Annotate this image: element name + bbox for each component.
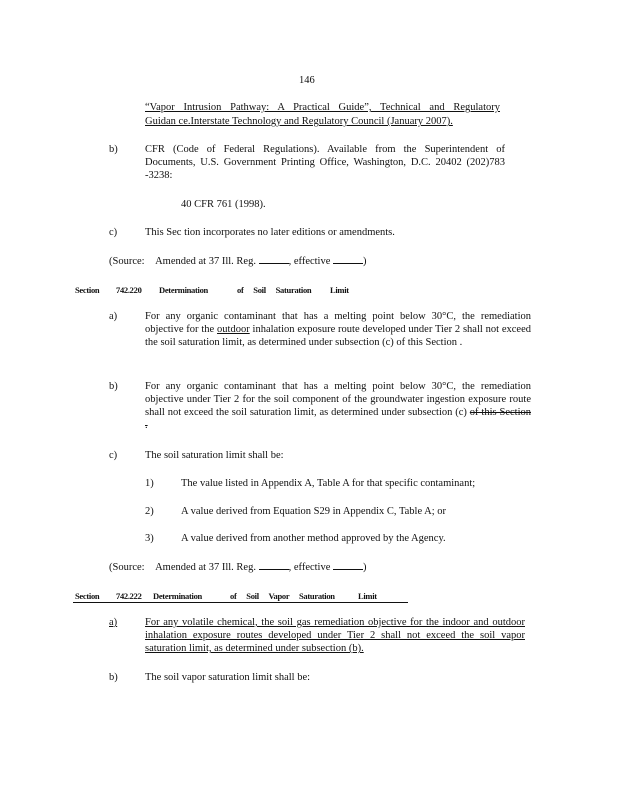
section-number: 742.222 — [116, 591, 142, 601]
section-title-part-2: of Soil Vapor Saturation — [230, 591, 335, 601]
item-b-text: CFR (Code of Federal Regulations). Available from the Superintendent of Documents, U.S. Government Printing Office, Washington, D.C. 20402 (202)783 -3238: — [145, 144, 505, 181]
source-text: Amended at 37 Ill. Reg. — [155, 562, 256, 573]
section-title-part-3: Limit — [330, 285, 349, 295]
s220-c-label: c) — [109, 450, 118, 461]
blank-line — [259, 560, 289, 570]
source-note-2 — [109, 560, 367, 574]
source-prefix: (Source: — [109, 562, 145, 573]
item-b-citation: 40 CFR 761 (1998). — [181, 199, 266, 210]
list-item-num: 2) — [145, 506, 154, 517]
s222-b-label: b) — [109, 672, 118, 683]
source-end: ) — [363, 256, 367, 267]
s220-b-deleted: of this Section . — [145, 407, 531, 431]
source-note-1 — [109, 254, 367, 268]
s220-b-label: b) — [109, 381, 118, 392]
list-item-text: A value derived from another method approved by the Agency. — [181, 533, 446, 544]
s222-a-label: a) — [109, 617, 118, 628]
section-title-part-3: Limit — [358, 591, 377, 601]
ref-line-2: Guidan ce.Interstate Technology and Regulatory Council (January 2007). — [145, 116, 453, 127]
list-item-text: A value derived from Equation S29 in Appendix C, Table A; or — [181, 506, 447, 517]
s222-b-text: The soil vapor saturation limit shall be: — [145, 672, 311, 683]
s220-a-text — [145, 310, 531, 349]
source-text: Amended at 37 Ill. Reg. — [155, 256, 256, 267]
item-c-text: This Sec tion incorporates no later editions or amendments. — [145, 227, 395, 238]
list-item-num: 1) — [145, 478, 154, 489]
source-end: ) — [363, 562, 367, 573]
blank-line — [259, 254, 289, 264]
page-number: 146 — [299, 75, 315, 86]
item-b-label: b) — [109, 144, 118, 155]
section-title-part-1: Determination — [153, 591, 202, 601]
s222-a-text: For any volatile chemical, the soil gas remediation objective for the indoor and outdoor inhalation exposure routes developed under Tier 2 shall not exceed the soil vapor saturation limit, as determined under subsection (b). — [145, 617, 525, 654]
source-prefix: (Source: — [109, 256, 145, 267]
source-mid: , effective — [288, 562, 331, 573]
s220-a-label: a) — [109, 311, 118, 322]
item-c-label: c) — [109, 227, 118, 238]
list-item-text: The value listed in Appendix A, Table A for that specific contaminant; — [181, 478, 476, 489]
ref-line-1: “Vapor Intrusion Pathway: A Practical Guide”, Technical and Regulatory — [145, 102, 500, 113]
s220-b-text-pre: For any organic contaminant that has a melting point below 30°C, the remediation objective under Tier 2 for the soil component of the groundwater ingestion exposure route shall not exceed the soil saturation limit, as determined under subsection (c) — [145, 381, 531, 418]
section-title-part-2: of Soil Saturation — [237, 285, 312, 295]
s220-b-text — [145, 380, 531, 432]
s220-c-text: The soil saturation limit shall be: — [145, 450, 284, 461]
s220-a-inserted: outdoor — [217, 324, 250, 335]
s220-a-text-pre: For any organic contaminant that has a melting point below 30°C, the remediation objective for the — [145, 311, 531, 335]
s220-a-text-post: inhalation exposure route developed under Tier 2 shall not exceed the soil saturation limit, as determined under subsection (c) of this Section . — [145, 324, 532, 348]
section-label: Section — [75, 591, 100, 601]
section-label: Section — [75, 285, 100, 295]
section-number: 742.220 — [116, 285, 142, 295]
blank-line — [333, 254, 363, 264]
list-item-num: 3) — [145, 533, 154, 544]
section-title-part-1: Determination — [159, 285, 208, 295]
source-mid: , effective — [288, 256, 331, 267]
blank-line — [333, 560, 363, 570]
